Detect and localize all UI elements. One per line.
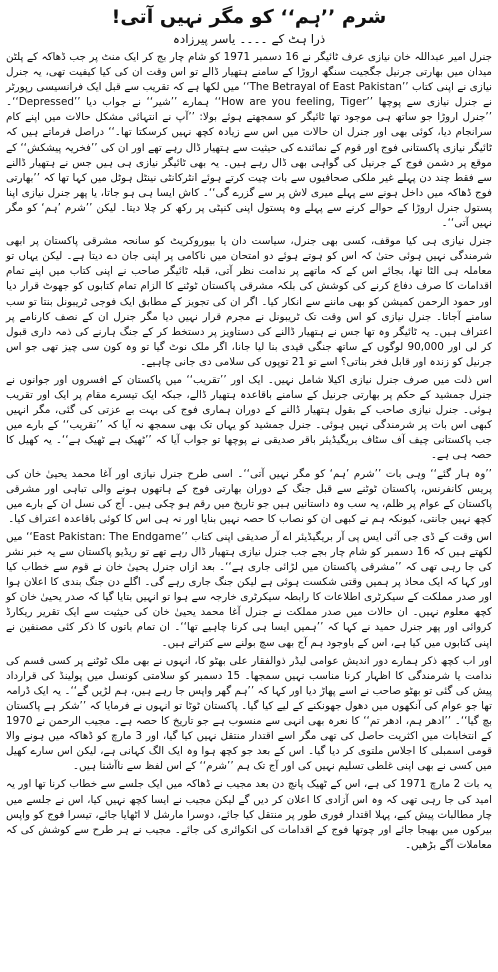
article-body: [6, 50, 492, 853]
byline: [6, 31, 492, 48]
article-paragraph: اور اب کچھ ذکر ہمارے دور اندیش عوامی لیڈر ذوالفقار علی بھٹو کا، انہوں نے بھی ملک ٹوٹنے پر کسی قسم کی ندامت یا شرمندگی کا اظہار کرنا مناسب نہیں سمجھا۔ 15 دسمبر کو سلامتی کونسل میں پولینڈ کی قرارداد پیش کی گئی تو بھٹو صاحب نے اسے پھاڑ دیا اور کہا کہ ’’ہم گھر واپس جا رہے ہیں، ہم لڑیں گے‘‘۔ یہ ایک ڈرامہ تھا جو عوام کی آنکھوں میں دھول جھونکنے کے لیے کیا گیا۔ پاکستان ٹوٹا تو انہوں نے فرمایا کہ ’’شکر ہے پاکستان بچ گیا‘‘۔ ’’ادھر ہم، ادھر تم‘‘ کا نعرہ بھی انہی سے منسوب ہے جو تاریخ کا حصہ ہے۔ مجیب الرحمن نے 1970 کے انتخابات میں اکثریت حاصل کی تھی مگر اسے اقتدار منتقل نہیں کیا گیا، اور 3 مارچ کو ڈھاکہ میں ہونے والا قومی اسمبلی کا اجلاس ملتوی کر دیا گیا۔ اس کے بعد جو کچھ ہوا وہ ایک الگ کہانی ہے، لیکن اس سارے کھیل میں کسی نے بھی اپنی غلطی تسلیم نہیں کی اور آج تک ہم ’’شرم‘‘ کے اس لفظ سے ناآشنا ہیں۔: [6, 654, 492, 773]
article-paragraph: اس ذلت میں صرف جنرل نیازی اکیلا شامل نہیں۔ ایک اور ’’تقریب‘‘ میں پاکستان کے افسروں اور جوانوں نے جنرل جمشید کے حکم پر بھارتی جرنیل کے سامنے باقاعدہ ہتھیار ڈالے، جبکہ ایک تیسرے مقام پر ایک اور تقریب ہوئی۔ جنرل نیازی صاحب کے بقول ہتھیار ڈالنے کے دوران ہماری فوج کی بہت بے عزتی کی گئی، مگر انہیں کبھی اس بات پر شرمندگی نہیں ہوئی۔ جنرل جمشید کو یہاں تک بھی سمجھ نہ آیا کہ ’’تقریب‘‘ کے بارے میں جب پاکستانی چیف آف سٹاف بریگیڈیئر باقر صدیقی نے پوچھا تو جواب آیا کہ ’’ٹھیک ہے ٹھیک ہے‘‘۔ یہ کھیل کا حصہ ہی ہے۔: [6, 373, 492, 462]
column-headline: شرم ’’ہم‘‘ کو مگر نہیں آتی!: [111, 6, 387, 28]
byline-author: یاسر پیرزادہ: [172, 32, 236, 46]
article-paragraph: اس وقت کے ڈی جی آئی ایس پی آر بریگیڈیئر اے آر صدیقی اپنی کتاب ’’East Pakistan: The Endgame‘‘ میں لکھتے ہیں کہ 16 دسمبر کو شام چار بجے جب جنرل نیازی ہتھیار ڈال رہے تھے تو ریڈیو پاکستان سے یہ خبر نشر کی جا رہی تھی کہ ’’مشرقی پاکستان میں لڑائی جاری ہے‘‘۔ بعد ازاں جنرل یحییٰ خان نے قوم سے خطاب کیا اور کہا کہ ایک محاذ پر ہمیں وقتی شکست ہوئی ہے لیکن جنگ جاری رہے گی۔ اگلے دن جنگ بندی کا اعلان ہوا اور صدر مملکت کے سیکرٹری اطلاعات کا رابطہ سیکرٹری خارجہ سے ہوا تو انہیں بتایا گیا کہ صدر یحییٰ خان کو کچھ معلوم نہیں۔ ان حالات میں صدر مملکت نے جنرل آغا محمد یحییٰ خان کی حیثیت سے ایک تقریر ریکارڈ کروائی اور پھر جنرل حمید نے کہا کہ ’’ہمیں ایسا ہی کرنا چاہیے تھا‘‘۔ ان تمام باتوں کا ذکر کئی مصنفین نے اپنی کتابوں میں کیا ہے، اس کے باوجود ہم آج بھی سچ بولنے سے کتراتے ہیں۔: [6, 530, 492, 649]
article-paragraph: ’’وہ ہار گئے‘‘ وہی بات ’’شرم ’ہم‘ کو مگر نہیں آتی‘‘۔ اسی طرح جنرل نیازی اور آغا محمد یحییٰ خان کی پریس کانفرنس، پاکستان ٹوٹنے سے قبل جنگ کے دوران بھارتی فوج کے ہاتھوں ہونے والی تباہی اور مشرقی پاکستان کے عوام پر ظلم، یہ سب وہ داستانیں ہیں جو تاریخ میں رقم ہو چکی ہیں۔ آج کی نسل ان کے بارے میں کچھ نہیں جانتی، کیونکہ ہم نے کبھی ان کو نصاب کا حصہ نہیں بنایا اور نہ ہی اس کا کوئی باقاعدہ اعتراف کیا۔: [6, 467, 492, 525]
byline-column-name: ذرا ہٹ کے: [271, 32, 326, 46]
article-paragraph: جنرل امیر عبداللہ خان نیازی عرف ٹائیگر نے 16 دسمبر 1971 کو شام چار بج کر ایک منٹ پر جب ڈھاکہ کے پلٹن میدان میں بھارتی جرنیل جگجیت سنگھ اروڑا کے سامنے ہتھیار ڈالے تو اس وقت ان کی کیا کیفیت تھی، یہ جنرل نیازی نے اپنی کتاب ’’The Betrayal of East Pakistan‘‘ میں لکھا ہے کہ تقریب سے قبل ایک فرانسیسی رپورٹر نے جنرل نیازی سے پوچھا ’’How are you feeling, Tiger‘‘ ہمارے ’’شیر‘‘ نے جواب دیا ’’Depressed‘‘۔ ’’جنرل اروڑا جو ساتھ ہی موجود تھا ٹائیگر کو سمجھتے ہوئے بولا: ’’آپ نے انتہائی مشکل حالات میں اپنے کام سرانجام دیا، کوئی بھی اور جنرل ان حالات میں اس سے زیادہ کچھ نہیں کرسکتا تھا۔‘‘ دراصل فرماتے ہیں کہ ٹائیگر نیازی پاکستانی فوج اور قوم کے نمائندے کی حیثیت سے ہتھیار ڈال رہے تھے اور ان کی ’’فخریہ پیشکش‘‘ کے موقع پر دشمن فوج کے جرنیل کی گواہی بھی ڈال رہے ہیں۔ یہ بھی ٹائیگر نیازی ہی ہیں جس نے ہتھیار ڈالنے سے فقط چند دن پہلے غیر ملکی صحافیوں سے بات چیت کرتے ہوئے انٹرکانٹی نینٹل ہوٹل میں کہا تھا کہ ’’بھارتی فوج ڈھاکہ میں داخل ہونے سے پہلے میری لاش پر سے گزرے گی‘‘۔ کاش ایسا ہی ہو جاتا، یا پھر جنرل نیازی اپنا پستول جنرل اروڑا کے حوالے کرنے سے پہلے وہ پستول اپنی کنپٹی پر رکھ کر چلا دیتا۔ لیکن ’’شرم ’ہم‘ کو مگر نہیں آتی‘‘۔: [6, 51, 493, 230]
byline-separator: ۔۔۔۔: [239, 32, 268, 46]
article-paragraph: جنرل نیازی ہی کیا موقف، کسی بھی جنرل، سیاست دان یا بیوروکریٹ کو سانحہ مشرقی پاکستان پر ابھی شرمندگی نہیں ہوئی حتیٰ کہ اس کو ہوتے ہوئے دو امتحان میں ناکامی پر اپنی جان دے دیتا ہے۔ لیکن یہاں تو معاملہ ہی الٹا تھا، بجائے اس کے کہ ماتھے پر ندامت نظر آتی، قبلہ ٹائیگر صاحب نے اپنی کتاب میں اپنے تمام اقدامات کا صرف دفاع کرنے کی کوشش کی بلکہ مشرقی پاکستان ٹوٹنے کا الزام تمام کتابوں کو جھوٹ قرار دیا اور حمود الرحمن کمیشن کو بھی ماننے سے انکار کیا۔ اگر ان کی تجویز کے مطابق ایک فوجی ٹریبونل بنتا تو سب سامنے آجاتا۔ جنرل نیازی کو اس وقت تک ٹریبونل نے مجرم قرار نہیں دیا مگر جنرل ان کے نصف کارنامے پر اعتراف ہیں۔ یہ ٹائیگر وہ تھا جس نے ہتھیار ڈالنے کی دستاویز پر دستخط کر کے جنگ ہارنے کی ذمہ داری قبول کر لی اور 90,000 لوگوں کے ساتھ جنگی قیدی بنا لیا جانا، اگر ملک نوٹ گیا تو وہ کون سی چیز تھی جو اس جرنیل کو زندہ اور قابل فخر بناتی؟ اسے تو 21 توپوں کی سلامی دی جانی چاہیے۔: [6, 235, 492, 368]
article-paragraph: یہ بات 2 مارچ 1971 کی ہے، اس کے ٹھیک پانچ دن بعد مجیب نے ڈھاکہ میں ایک جلسے سے خطاب کرنا تھا اور یہ امید کی جا رہی تھی کہ وہ اس آزادی کا اعلان کر دیں گے لیکن مجیب نے ایسا کچھ نہیں کیا، اس نے جلسے میں چار مطالبات پیش کیے، پہلا اقتدار فوری طور پر منتقل کیا جائے، دوسرا مارشل لا اٹھایا جائے، تیسرا فوج کو واپس بیرکوں میں بھیجا جائے اور چوتھا فوج کے اقدامات کی انکوائری کی جائے۔ مجیب نے ہر طرح سے کوشش کی کہ معاملات آگے بڑھیں۔: [6, 778, 492, 851]
